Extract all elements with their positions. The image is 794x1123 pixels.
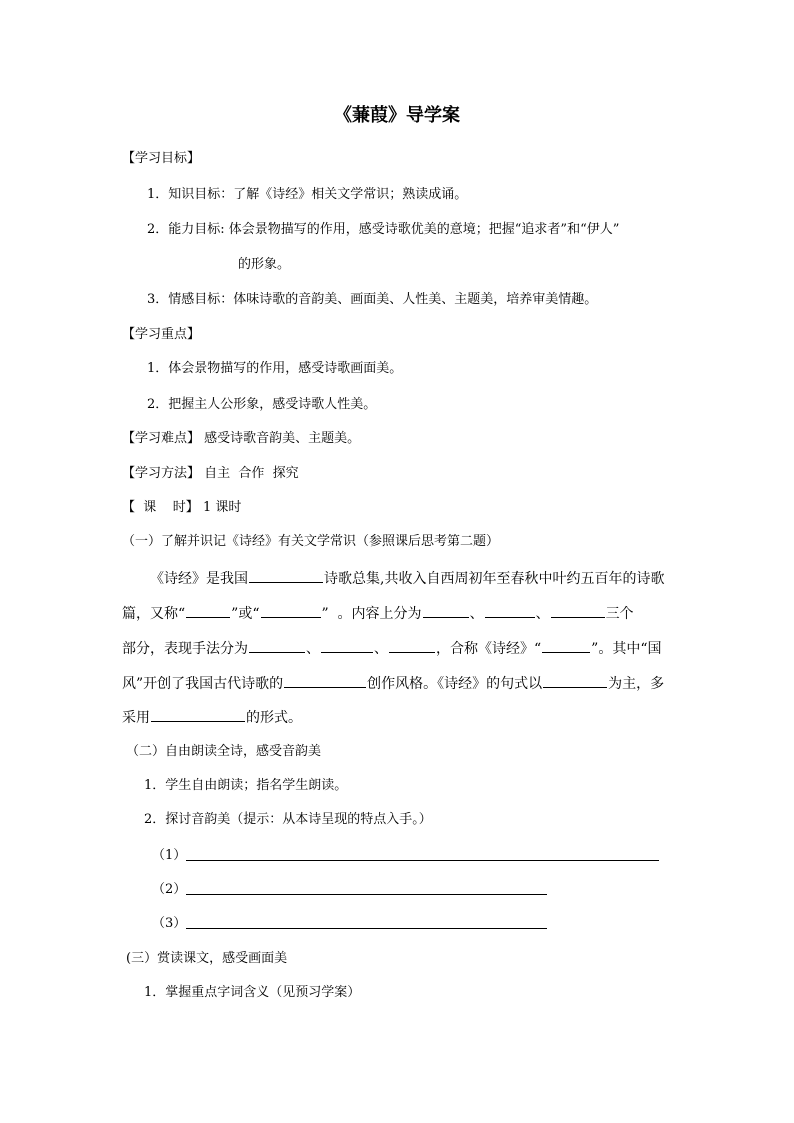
answer-line-3[interactable] xyxy=(186,928,547,929)
blank-field[interactable] xyxy=(249,638,305,653)
section2-heading: （二）自由朗读全诗，感受音韵美 xyxy=(126,744,322,759)
difficulty-text: 感受诗歌音韵美、主题美。 xyxy=(204,431,361,446)
blank-field[interactable] xyxy=(151,707,245,722)
blank-field[interactable] xyxy=(542,638,590,653)
blank-field[interactable] xyxy=(321,638,373,653)
hours-text: 1 课时 xyxy=(202,500,242,515)
blank-field[interactable] xyxy=(423,603,469,618)
section3-item1: 1．掌握重点字词含义（见预习学案） xyxy=(144,985,361,1000)
blank-field[interactable] xyxy=(249,568,323,583)
keypoints-heading: 【学习重点】 xyxy=(122,327,201,342)
method-label: 【学习方法】 xyxy=(122,466,201,481)
answer-line-1[interactable] xyxy=(186,860,659,861)
objective-ability: 2．能力目标: 体会景物描写的作用，感受诗歌优美的意境；把握“追求者”和“伊人” xyxy=(147,222,620,237)
blank-field[interactable] xyxy=(284,673,366,688)
method-text: 自主 合作 探究 xyxy=(204,466,299,481)
difficulty-line xyxy=(122,429,360,449)
difficulty-label: 【学习难点】 xyxy=(122,431,201,446)
blank-field[interactable] xyxy=(551,603,605,618)
blank-field[interactable] xyxy=(261,603,321,618)
section1-para-line4: 风”开创了我国古代诗歌的 创作风格。《诗经》的句式以 为主，多 xyxy=(122,673,664,694)
answer-label-1: （1） xyxy=(152,848,187,863)
hours-label: 【 课 时】 xyxy=(122,500,199,515)
section1-para-line1: 《诗经》是我国 诗歌总集,共收入自西周初年至春秋中叶约五百年的诗歌 xyxy=(150,568,664,589)
answer-label-2: （2） xyxy=(152,882,187,897)
section3-heading: (三）赏读课文，感受画面美 xyxy=(126,951,288,966)
answer-label-3: （3） xyxy=(152,916,187,931)
keypoint-2: 2．把握主人公形象，感受诗歌人性美。 xyxy=(147,397,377,412)
section1-para-line3: 部分，表现手法分为 、 、 ，合称《诗经》“ ”。其中“国 xyxy=(122,638,662,659)
method-line xyxy=(122,464,299,484)
answer-line-2[interactable] xyxy=(186,894,547,895)
section1-heading: （一）了解并识记《诗经》有关文学常识（参照课后思考第二题） xyxy=(122,534,500,549)
blank-field[interactable] xyxy=(389,638,435,653)
section1-para-line2: 篇，又称“ ”或“ ” 。内容上分为 、 、 三个 xyxy=(122,603,634,624)
section2-item1: 1．学生自由朗读；指名学生朗读。 xyxy=(144,778,348,793)
objective-ability-cont: 的形象。 xyxy=(238,257,291,272)
hours-line xyxy=(122,498,241,518)
objectives-heading: 【学习目标】 xyxy=(122,151,201,166)
blank-field[interactable] xyxy=(485,603,535,618)
objective-emotion: 3．情感目标：体味诗歌的音韵美、画面美、人性美、主题美，培养审美情趣。 xyxy=(147,292,598,307)
blank-field[interactable] xyxy=(543,673,607,688)
blank-field[interactable] xyxy=(186,603,230,618)
objective-knowledge: 1．知识目标：了解《诗经》相关文学常识；熟读成诵。 xyxy=(147,187,468,202)
keypoint-1: 1．体会景物描写的作用，感受诗歌画面美。 xyxy=(147,361,403,376)
page-title: 《蒹葭》导学案 xyxy=(334,105,460,126)
section1-para-line5: 采用 的形式。 xyxy=(122,707,302,728)
section2-item2: 2．探讨音韵美（提示：从本诗呈现的特点入手。） xyxy=(144,812,432,827)
